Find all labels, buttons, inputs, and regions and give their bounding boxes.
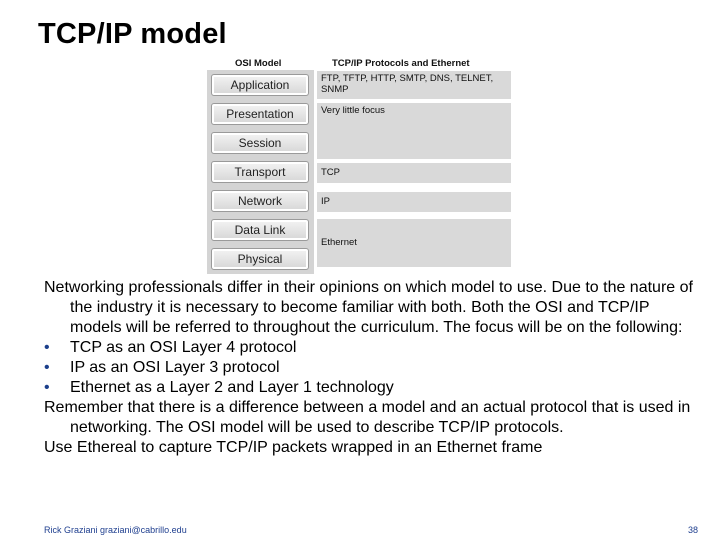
- intro-paragraph: Networking professionals differ in their opinions on which model to use. Due to the nature of the industry it is necessary to become familiar with both. Both the OSI and TCP/IP models will be referred to throughout the curriculum. The focus will be on the following:: [44, 279, 693, 336]
- layer-presentation: Presentation: [211, 103, 309, 125]
- bullet-text: IP as an OSI Layer 3 protocol: [70, 359, 280, 376]
- layer-session: Session: [211, 132, 309, 154]
- bullet-text: Ethernet as a Layer 2 and Layer 1 technology: [70, 379, 394, 396]
- layer-data-link: Data Link: [211, 219, 309, 241]
- slide-body: [44, 278, 704, 458]
- layer-transport: Transport: [211, 161, 309, 183]
- footer-author: Rick Graziani graziani@cabrillo.edu: [44, 525, 187, 535]
- bullet-item: [44, 378, 704, 398]
- bullet-icon: •: [44, 359, 50, 376]
- bullet-icon: •: [44, 339, 50, 356]
- tcpip-header: TCP/IP Protocols and Ethernet: [332, 58, 470, 69]
- bullet-text: TCP as an OSI Layer 4 protocol: [70, 339, 297, 356]
- layer-application: Application: [211, 74, 309, 96]
- layer-physical: Physical: [211, 248, 309, 270]
- bullet-icon: •: [44, 379, 50, 396]
- protocols-application: FTP, TFTP, HTTP, SMTP, DNS, TELNET, SNMP: [317, 71, 511, 99]
- protocols-data-link-physical: Ethernet: [317, 219, 511, 267]
- protocols-transport: TCP: [317, 163, 511, 183]
- protocols-presentation-session: Very little focus: [317, 103, 511, 159]
- protocols-network: IP: [317, 192, 511, 212]
- ethereal-paragraph: Use Ethereal to capture TCP/IP packets wrapped in an Ethernet frame: [44, 439, 543, 456]
- slide-title: TCP/IP model: [38, 18, 227, 50]
- layer-network: Network: [211, 190, 309, 212]
- osi-tcpip-diagram: [207, 56, 513, 276]
- remember-paragraph: Remember that there is a difference between a model and an actual protocol that is used in networking. The OSI model will be used to describe TCP/IP protocols.: [44, 399, 691, 436]
- bullet-item: [44, 358, 704, 378]
- bullet-item: [44, 338, 704, 358]
- osi-model-header: OSI Model: [235, 58, 282, 69]
- page-number: 38: [687, 525, 698, 535]
